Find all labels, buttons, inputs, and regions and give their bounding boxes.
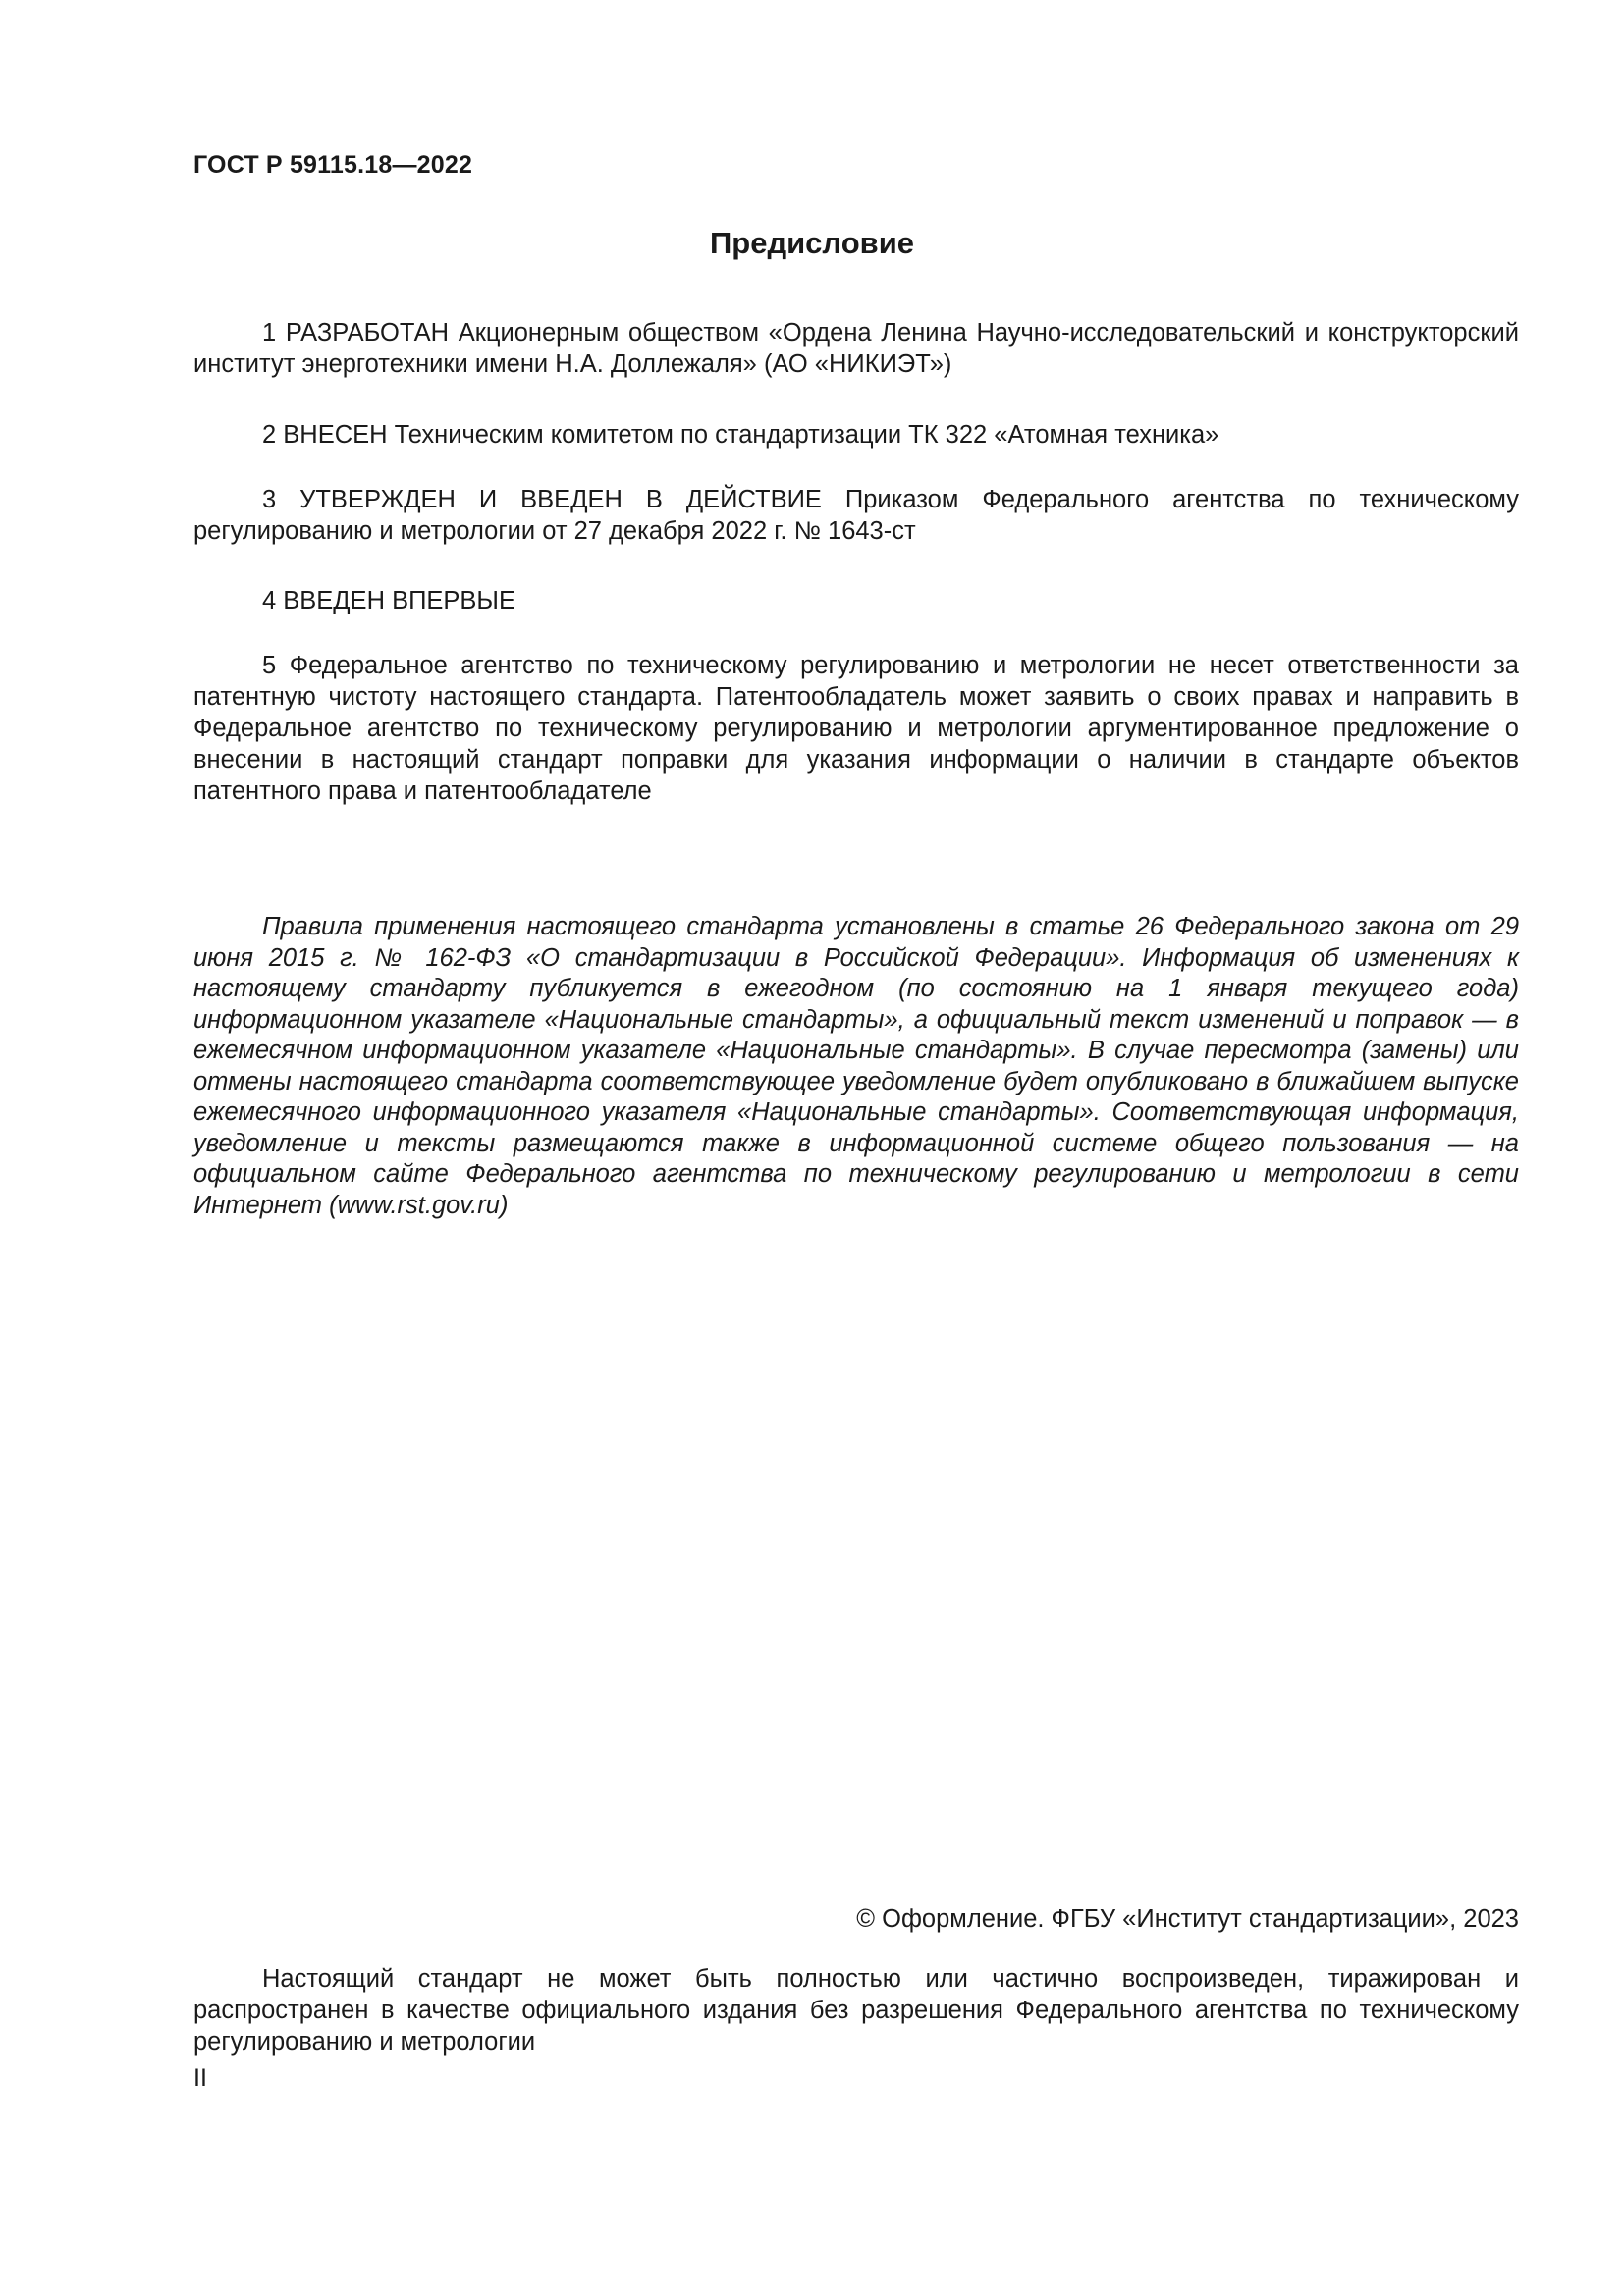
copyright-line: © Оформление. ФГБУ «Институт стандартизации», 2023	[856, 1905, 1519, 1933]
reproduction-notice: Настоящий стандарт не может быть полностью или частично воспроизведен, тиражирован и распространен в качестве официального издания без разрешения Федерального агентства по техническому регулированию и метрологии	[193, 1965, 1519, 2056]
page-number: II	[193, 2064, 207, 2092]
paragraph-first-introduced: 4 ВВЕДЕН ВПЕРВЫЕ	[262, 587, 516, 614]
document-code: ГОСТ Р 59115.18—2022	[193, 151, 473, 179]
rules-of-application-notice: Правила применения настоящего стандарта установлены в статье 26 Федерального закона от 29 июня 2015 г. № 162-ФЗ «О стандартизации в Российской Федерации». Информация об изменениях к настоящему стандарту публикуется в ежегодном (по состоянию на 1 января текущего года) информационном указателе «Национальные стандарты», а официальный текст изменений и поправок — в ежемесячном информационном указателе «Национальные стандарты». В случае пересмотра (замены) или отмены настоящего стандарта соответствующее уведомление будет опубликовано в ближайшем выпуске ежемесячного информационного указателя «Национальные стандарты». Соответствующая информация, уведомление и тексты размещаются также в информационной системе общего пользования — на официальном сайте Федерального агентства по техническому регулированию и метрологии в сети Интернет (www.rst.gov.ru)	[193, 913, 1519, 1219]
paragraph-approved: 3 УТВЕРЖДЕН И ВВЕДЕН В ДЕЙСТВИЕ Приказом Федерального агентства по техническому регулированию и метрологии от 27 декабря 2022 г. № 1643-ст	[193, 486, 1519, 545]
page-title: Предисловие	[709, 226, 914, 260]
paragraph-patent-notice: 5 Федеральное агентство по техническому регулированию и метрологии не несет ответственности за патентную чистоту настоящего стандарта. Патентообладатель может заявить о своих правах и направить в Федеральное агентство по техническому регулированию и метрологии аргументированное предложение о внесении в настоящий стандарт поправки для указания информации о наличии в стандарте объектов патентного права и патентообладателе	[193, 652, 1519, 805]
paragraph-introduced-by: 2 ВНЕСЕН Техническим комитетом по стандартизации ТК 322 «Атомная техника»	[262, 421, 1219, 449]
paragraph-developed-by: 1 РАЗРАБОТАН Акционерным обществом «Ордена Ленина Научно-исследовательский и конструкторский институт энерготехники имени Н.А. Доллежаля» (АО «НИКИЭТ»)	[193, 319, 1519, 378]
